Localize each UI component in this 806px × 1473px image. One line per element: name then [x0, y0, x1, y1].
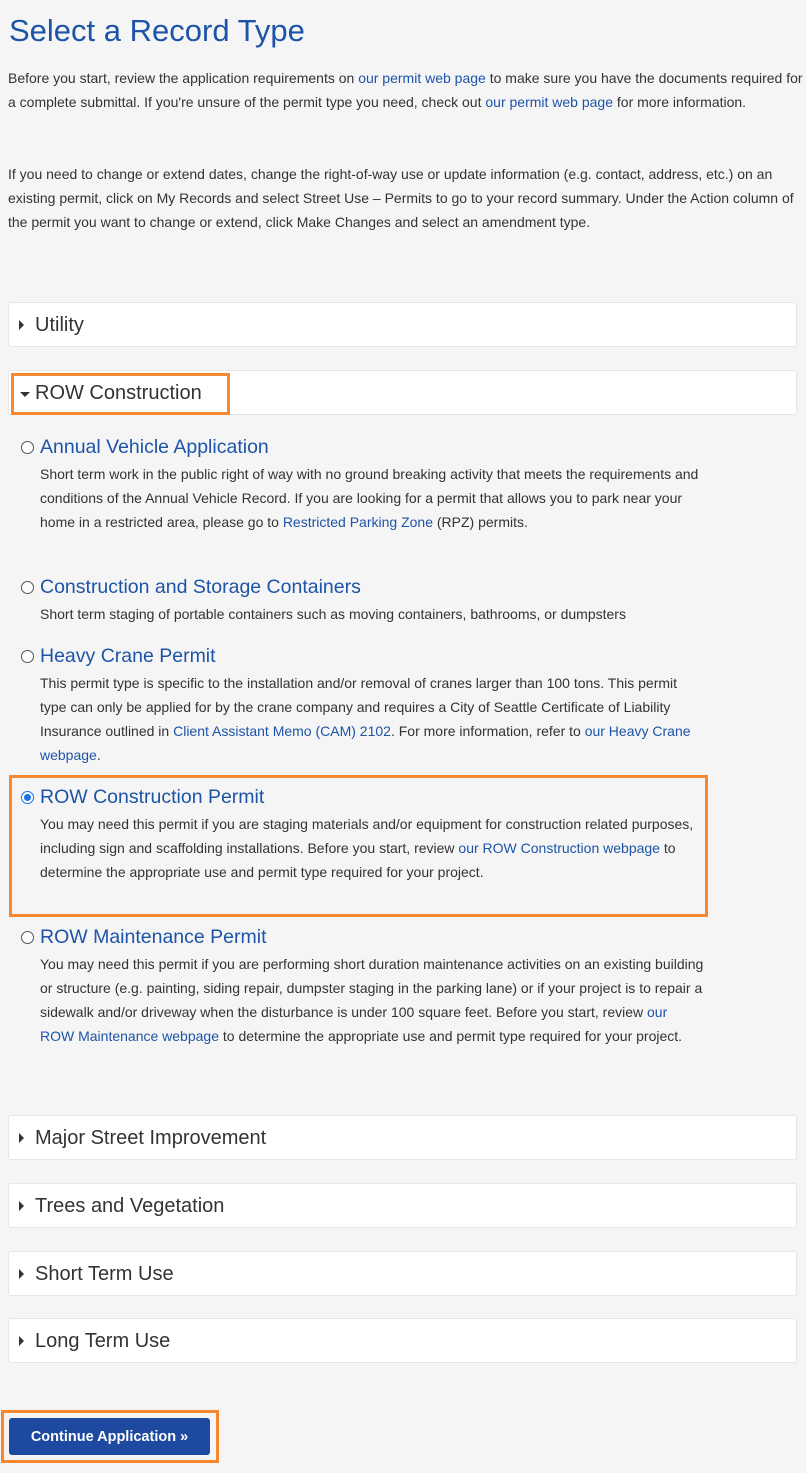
desc-text: You may need this permit if you are staging materials and/or equipment for construction related purposes, including sign and scaffolding installations. Before you start, review [40, 816, 694, 856]
desc-text: . For more information, refer to [390, 723, 585, 739]
caret-right-icon [19, 320, 24, 330]
panel-title: Major Street Improvement [35, 1127, 267, 1149]
intro-paragraph-changes: If you need to change or extend dates, change the right-of-way use or update information (e.g. contact, address, etc.) on an existing permit, click on My Records and select Street Use – Permits to go to your record summary. Under the Action column of the permit you want to change or extend, click Make Changes and select an amendment type. [8, 166, 794, 230]
intro-text: to make sure you have the documents required for a complete submittal. If you're unsure of the permit type you need, check out [8, 70, 803, 110]
desc-text: Short term work in the public right of way with no ground breaking activity that meets the requirements and conditions of the Annual Vehicle Record. If you are looking for a permit that allows you to park near your home in a restricted area, please go to [40, 466, 699, 530]
panel-short-term-use[interactable] [8, 1251, 797, 1296]
desc-text: This permit type is specific to the installation and/or removal of cranes larger than 100 tons. This permit type can only be applied for by the crane company and requires a City of Seattle Certificate of Liability Insurance outlined in [40, 675, 678, 739]
option-containers [20, 575, 710, 627]
radio-annual-vehicle[interactable] [21, 441, 34, 454]
option-description [40, 671, 705, 767]
desc-text: . [96, 747, 101, 763]
radio-row-construction-permit[interactable] [21, 791, 34, 804]
row-maintenance-webpage-link[interactable]: our ROW Maintenance webpage [40, 1004, 668, 1044]
option-title-row-maintenance-permit[interactable]: ROW Maintenance Permit [40, 926, 267, 948]
radio-row-maintenance-permit[interactable] [21, 931, 34, 944]
panel-title: Short Term Use [35, 1263, 174, 1285]
panel-row-construction[interactable] [8, 370, 797, 415]
option-description [40, 812, 705, 884]
intro-text: Before you start, review the application requirements on [8, 70, 359, 86]
panel-trees-and-vegetation[interactable] [8, 1183, 797, 1228]
caret-down-icon [20, 392, 30, 397]
option-row-maintenance-permit [20, 925, 710, 1071]
option-description [40, 462, 705, 534]
caret-right-icon [19, 1133, 24, 1143]
panel-major-street-improvement[interactable] [8, 1115, 797, 1160]
option-heavy-crane [20, 644, 710, 766]
panel-title: Utility [35, 314, 84, 336]
restricted-parking-zone-link[interactable]: Restricted Parking Zone [282, 514, 433, 530]
option-title-row-construction-permit[interactable]: ROW Construction Permit [40, 786, 265, 808]
panel-utility[interactable] [8, 302, 797, 347]
row-construction-webpage-link[interactable]: our ROW Construction webpage [458, 840, 660, 856]
desc-text: to determine the appropriate use and permit type required for your project. [219, 1028, 683, 1044]
panel-title: Long Term Use [35, 1330, 171, 1352]
radio-heavy-crane[interactable] [21, 650, 34, 663]
heavy-crane-webpage-link[interactable]: our Heavy Crane webpage [40, 723, 691, 763]
radio-containers[interactable] [21, 581, 34, 594]
desc-text: to determine the appropriate use and permit type required for your project. [40, 840, 676, 880]
permit-web-page-link-2[interactable]: our permit web page [485, 94, 614, 110]
page-title: Select a Record Type [9, 13, 305, 48]
desc-text: (RPZ) permits. [433, 514, 528, 530]
option-annual-vehicle [20, 435, 710, 557]
continue-application-button[interactable]: Continue Application » [9, 1418, 210, 1455]
option-row-construction-permit [20, 785, 710, 907]
intro-paragraph-requirements [8, 66, 803, 114]
option-description [40, 952, 705, 1048]
desc-text: You may need this permit if you are performing short duration maintenance activities on an existing building or structure (e.g. painting, siding repair, dumpster staging in the parking lane) or if your project is to repair a sidewalk and/or driveway when the disturbance is under 100 square feet. Before you start, review [40, 956, 704, 1020]
option-description: Short term staging of portable containers such as moving containers, bathrooms, or dumpsters [40, 606, 626, 622]
panel-title: Trees and Vegetation [35, 1195, 225, 1217]
intro-text: for more information. [613, 94, 747, 110]
permit-web-page-link[interactable]: our permit web page [358, 70, 486, 86]
option-title-annual-vehicle[interactable]: Annual Vehicle Application [40, 436, 269, 458]
caret-right-icon [19, 1269, 24, 1279]
panel-title: ROW Construction [35, 382, 202, 404]
option-title-heavy-crane[interactable]: Heavy Crane Permit [40, 645, 216, 667]
cam-2102-link[interactable]: Client Assistant Memo (CAM) 2102 [173, 723, 391, 739]
panel-long-term-use[interactable] [8, 1318, 797, 1363]
caret-right-icon [19, 1336, 24, 1346]
caret-right-icon [19, 1201, 24, 1211]
option-title-containers[interactable]: Construction and Storage Containers [40, 576, 361, 598]
